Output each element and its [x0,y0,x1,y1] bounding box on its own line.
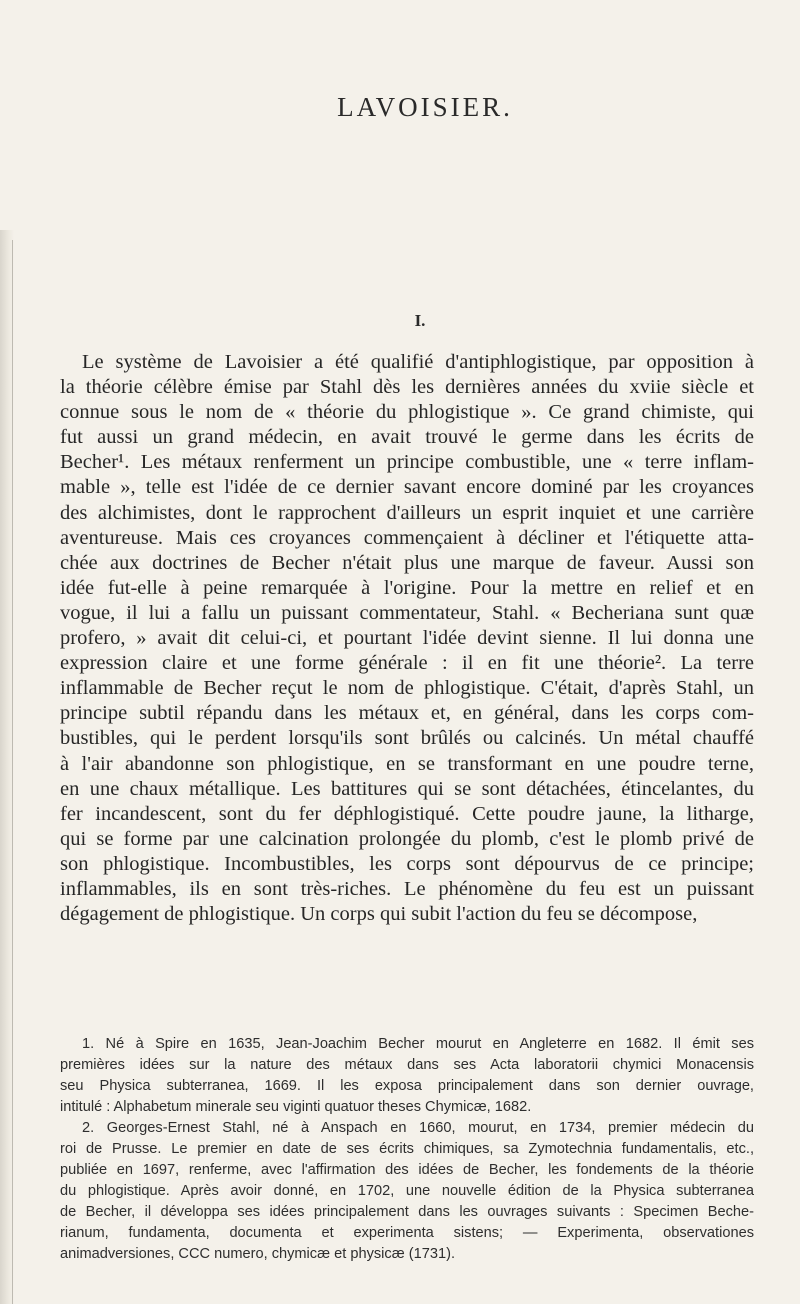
body-line: idée fut-elle à peine remarquée à l'origine. Pour la mettre en relief et en [60,576,754,599]
footnote-line: 1. Né à Spire en 1635, Jean-Joachim Becher mourut en Angleterre en 1682. Il émit ses [82,1036,754,1052]
body-line: à l'air abandonne son phlogistique, en se transformant en une poudre terne, [60,752,754,775]
footnote-line: publiée en 1697, renferme, avec l'affirmation des idées de Becher, les fondements de la théorie [60,1162,754,1178]
footnote-1 [60,1034,754,1118]
body-line: dégagement de phlogistique. Un corps qui subit l'action du feu se décompose, [60,903,698,926]
footnote-line: intitulé : Alphabetum minerale seu viginti quatuor theses Chymicæ, 1682. [60,1099,532,1115]
footnote-line: seu Physica subterranea, 1669. Il les exposa principalement dans son dernier ouvrage, [60,1078,754,1094]
body-line: mable », telle est l'idée de ce dernier savant encore dominé par les croyances [60,476,754,499]
footnote-line: de Becher, il développa ses idées principalement dans les ouvrages suivants : Specimen Beche- [60,1204,754,1220]
page-gutter-line [12,240,13,1304]
footnote-line: 2. Georges-Ernest Stahl, né à Anspach en 1660, mourut, en 1734, premier médecin du [82,1120,754,1136]
body-line: son phlogistique. Incombustibles, les corps sont dépourvus de ce principe; [60,852,754,875]
body-line: aventureuse. Mais ces croyances commençaient à décliner et l'étiquette atta- [60,526,754,549]
body-line: principe subtil répandu dans les métaux et, en général, dans les corps com- [60,702,754,725]
body-line: bustibles, qui le perdent lorsqu'ils sont brûlés ou calcinés. Un métal chauffé [60,727,754,750]
footnote-line: rianum, fundamenta, documenta et experimenta sistens; — Experimenta, observationes [60,1225,754,1241]
footnote-line: premières idées sur la nature des métaux dans ses Acta laboratorii chymici Monacensis [60,1057,754,1073]
running-head: LAVOISIER. [337,92,513,122]
body-line: la théorie célèbre émise par Stahl dès les dernières années du xviie siècle et [60,376,754,399]
body-line: qui se forme par une calcination prolongée du plomb, c'est le plomb privé de [60,827,754,850]
body-line: en une chaux métallique. Les battitures qui se sont détachées, étincelantes, du [60,777,754,800]
body-line: des alchimistes, dont le rapprochent d'ailleurs un esprit inquiet et une carrière [60,501,754,524]
body-line: chée aux doctrines de Becher n'était plus une marque de faveur. Aussi son [60,551,754,574]
body-line: fer incandescent, sont du fer déphlogistiqué. Cette poudre jaune, la litharge, [60,802,754,825]
body-line: vogue, il lui a fallu un puissant commentateur, Stahl. « Becheriana sunt quæ [60,601,754,624]
body-paragraph [60,350,754,927]
body-line: connue sous le nom de « théorie du phlogistique ». Ce grand chimiste, qui [60,401,754,424]
body-line: inflammable de Becher reçut le nom de phlogistique. C'était, d'après Stahl, un [60,677,754,700]
footnotes [60,1034,754,1265]
body-line: inflammables, ils en sont très-riches. Le phénomène du feu est un puissant [60,877,754,900]
footnote-line: roi de Prusse. Le premier en date de ses écrits chimiques, sa Zymotechnia fundamentalis, etc., [60,1141,754,1157]
body-line: expression claire et une forme générale : il en fit une théorie². La terre [60,652,754,675]
section-number: I. [414,311,426,330]
body-line: fut aussi un grand médecin, en avait trouvé le germe dans les écrits de [60,426,754,449]
body-line: Becher¹. Les métaux renferment un principe combustible, une « terre inflam- [60,451,754,474]
footnote-line: animadversiones, CCC numero, chymicæ et physicæ (1731). [60,1246,455,1262]
footnote-line: du phlogistique. Après avoir donné, en 1702, une nouvelle édition de la Physica subterranea [60,1183,754,1199]
body-line: Le système de Lavoisier a été qualifié d'antiphlogistique, par opposition à [82,351,754,373]
footnote-2 [60,1118,754,1265]
body-line: profero, » avait dit celui-ci, et pourtant l'idée devint sienne. Il lui donna une [60,627,754,650]
